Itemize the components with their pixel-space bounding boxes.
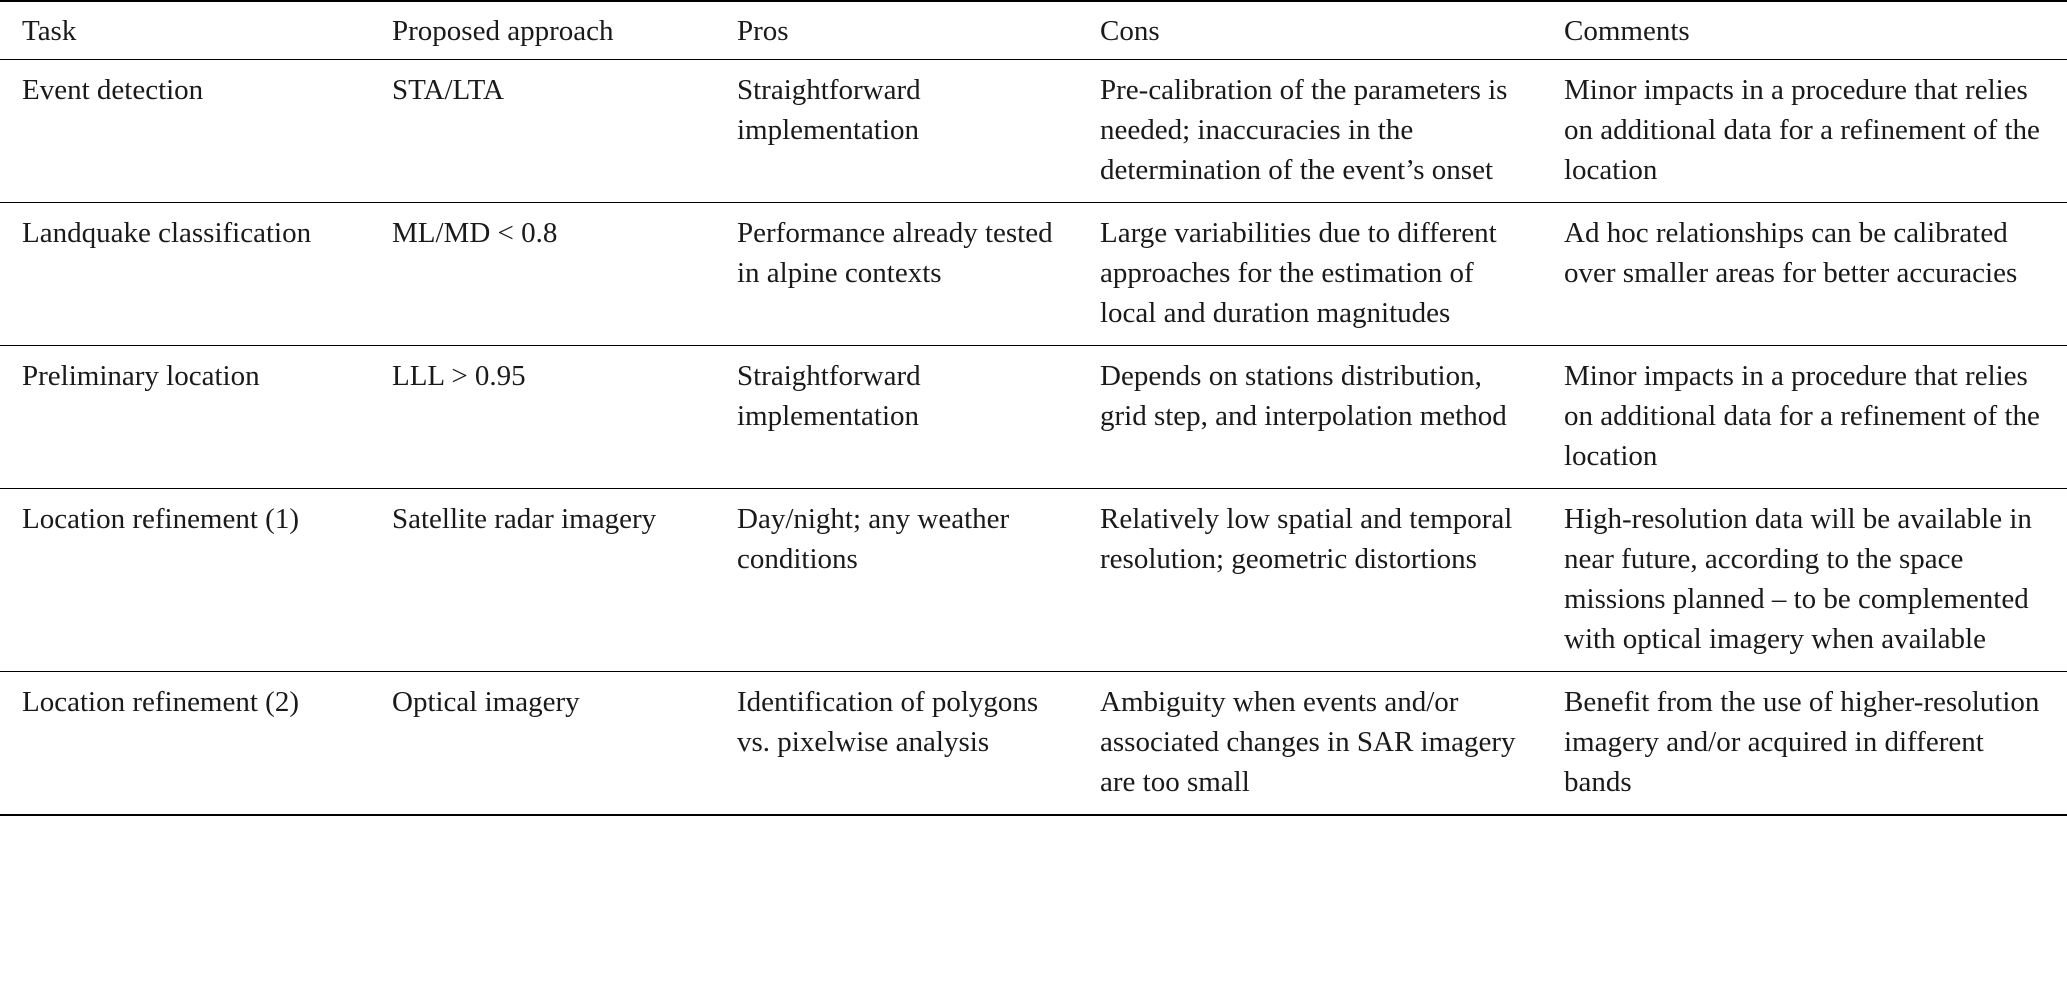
table-row: [0, 672, 2067, 816]
cell-task: Preliminary location: [22, 360, 260, 392]
header-comments: Comments: [1564, 15, 1690, 47]
cell-pros: Day/night; any weather conditions: [737, 503, 1010, 575]
cell-cons: Relatively low spatial and temporal resolution; geometric distortions: [1100, 503, 1513, 575]
cell-task: Location refinement (1): [22, 503, 299, 535]
cell-comments: Minor impacts in a procedure that relies on additional data for a refinement of the location: [1564, 360, 2040, 472]
header-pros: Pros: [737, 15, 789, 47]
cell-approach: Satellite radar imagery: [392, 503, 657, 535]
cell-cons: Large variabilities due to different approaches for the estimation of local and duration magnitudes: [1100, 217, 1497, 329]
table-row: [0, 346, 2067, 489]
header-row: [0, 1, 2067, 60]
table-row: [0, 60, 2067, 203]
table-row: [0, 203, 2067, 346]
header-approach: Proposed approach: [392, 15, 614, 47]
cell-approach: ML/MD < 0.8: [392, 217, 558, 249]
cell-comments: Benefit from the use of higher-resolution imagery and/or acquired in different bands: [1564, 686, 2040, 798]
table-body: [0, 60, 2067, 816]
cell-cons: Depends on stations distribution, grid step, and interpolation method: [1100, 360, 1507, 432]
cell-pros: Performance already tested in alpine contexts: [737, 217, 1053, 289]
cell-approach: LLL > 0.95: [392, 360, 526, 392]
header-task: Task: [22, 15, 77, 47]
cell-approach: Optical imagery: [392, 686, 580, 718]
cell-task: Location refinement (2): [22, 686, 299, 718]
cell-task: Event detection: [22, 74, 204, 106]
cell-cons: Pre-calibration of the parameters is needed; inaccuracies in the determination of the event’s onset: [1100, 74, 1508, 186]
table-row: [0, 489, 2067, 672]
cell-comments: High-resolution data will be available in near future, according to the space missions planned – to be complemented with optical imagery when available: [1564, 503, 2032, 655]
cell-comments: Minor impacts in a procedure that relies on additional data for a refinement of the location: [1564, 74, 2040, 186]
cell-cons: Ambiguity when events and/or associated changes in SAR imagery are too small: [1100, 686, 1516, 798]
cell-task: Landquake classification: [22, 217, 312, 249]
cell-approach: STA/LTA: [392, 74, 504, 106]
cell-pros: Identification of polygons vs. pixelwise analysis: [737, 686, 1039, 758]
cell-pros: Straightforward implementation: [737, 360, 921, 432]
cell-comments: Ad hoc relationships can be calibrated over smaller areas for better accuracies: [1564, 217, 2018, 289]
header-cons: Cons: [1100, 15, 1160, 47]
cell-pros: Straightforward implementation: [737, 74, 921, 146]
table-header: [0, 1, 2067, 60]
